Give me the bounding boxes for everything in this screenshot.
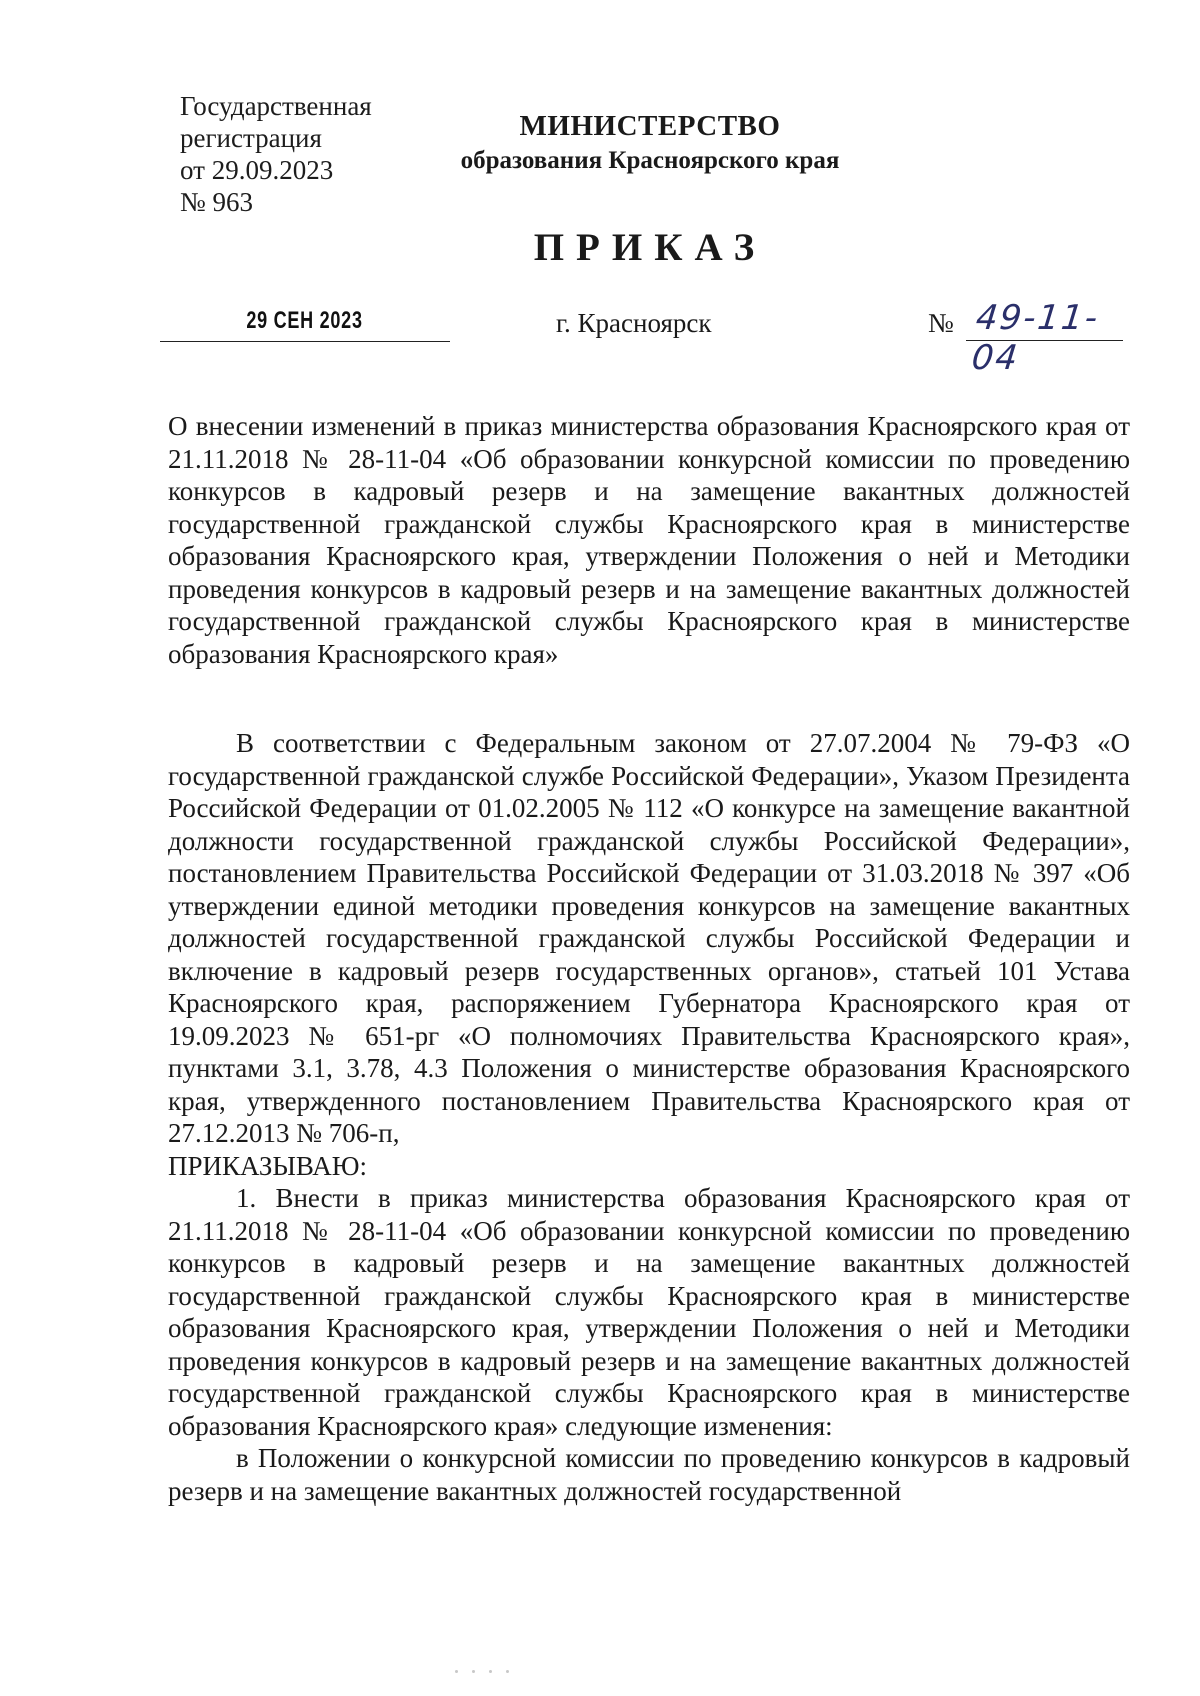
preamble-paragraph: В соответствии с Федеральным законом от 27.07.2004 № 79-ФЗ «О государственной гражданской службе Российской Федерации», Указом Президента Российской Федерации от 01.02.2005 № 112 «О конкурсе на замещение вакантной должности государственной гражданской службы Российской Федерации», постановлением Правительства Российской Федерации от 31.03.2018 № 397 «Об утверждении единой методики проведения конкурсов на замещение вакантных должностей государственной гражданской службы Российской Федерации и включение в кадровый резерв государственных органов», статьей 101 Устава Красноярского края, распоряжением Губернатора Красноярского края от 19.09.2023 № 651-рг «О полномочиях Правительства Красноярского края», пунктами 3.1, 3.78, 4.3 Положения о министерстве образования Красноярского края, утвержденного постановлением Правительства Красноярского края от 27.12.2013 № 706-п, [168,728,1130,1148]
scan-dot [489,1670,492,1673]
order-number-handwritten: 49-11-04 [969,298,1102,378]
scan-dot [506,1670,509,1673]
ministry-heading [420,108,880,178]
document-type-title: ПРИКАЗ [533,226,767,269]
order-date-field [160,305,450,342]
registration-number: № 963 [180,187,254,217]
order-city: г. Красноярск [556,308,712,338]
registration-date: от 29.09.2023 [180,155,334,185]
registration-line: Государственная [180,91,372,121]
scan-dot [472,1670,475,1673]
ministry-subtitle: образования Красноярского края [460,147,840,174]
registration-block [180,90,372,218]
order-number-sign: № [928,308,954,338]
order-body [168,727,1130,1507]
order-date-stamp: 29 СЕН 2023 [246,307,364,334]
order-number-field [928,298,1123,378]
scan-artifacts [455,1660,575,1668]
subject-text: О внесении изменений в приказ министерства образования Красноярского края от 21.11.2018 № 28-11-04 «Об образовании конкурсной комиссии по проведению конкурсов в кадровый резерв и на замещение вакантных должностей государственной гражданской службы Красноярского края в министерстве образования Красноярского края, утверждении Положения о ней и Методики проведения конкурсов в кадровый резерв и на замещение вакантных должностей государственной гражданской службы Красноярского края в министерстве образования Красноярского края» [168,411,1130,669]
order-item-1-subparagraph: в Положении о конкурсной комиссии по проведению конкурсов в кадровый резерв и на замещение вакантных должностей государственной [168,1443,1130,1506]
scan-dot [455,1670,458,1673]
ministry-title: МИНИСТЕРСТВО [519,110,781,142]
order-item-1: 1. Внести в приказ министерства образования Красноярского края от 21.11.2018 № 28-11-04 «Об образовании конкурсной комиссии по проведению конкурсов в кадровый резерв и на замещение вакантных должностей государственной гражданской службы Красноярского края в министерстве образования Красноярского края, утверждении Положения о ней и Методики проведения конкурсов в кадровый резерв и на замещение вакантных должностей государственной гражданской службы Красноярского края в министерстве образования Красноярского края» следующие изменения: [168,1183,1130,1441]
order-subject [168,410,1130,670]
order-directive: ПРИКАЗЫВАЮ: [168,1150,367,1181]
registration-line: регистрация [180,123,322,153]
